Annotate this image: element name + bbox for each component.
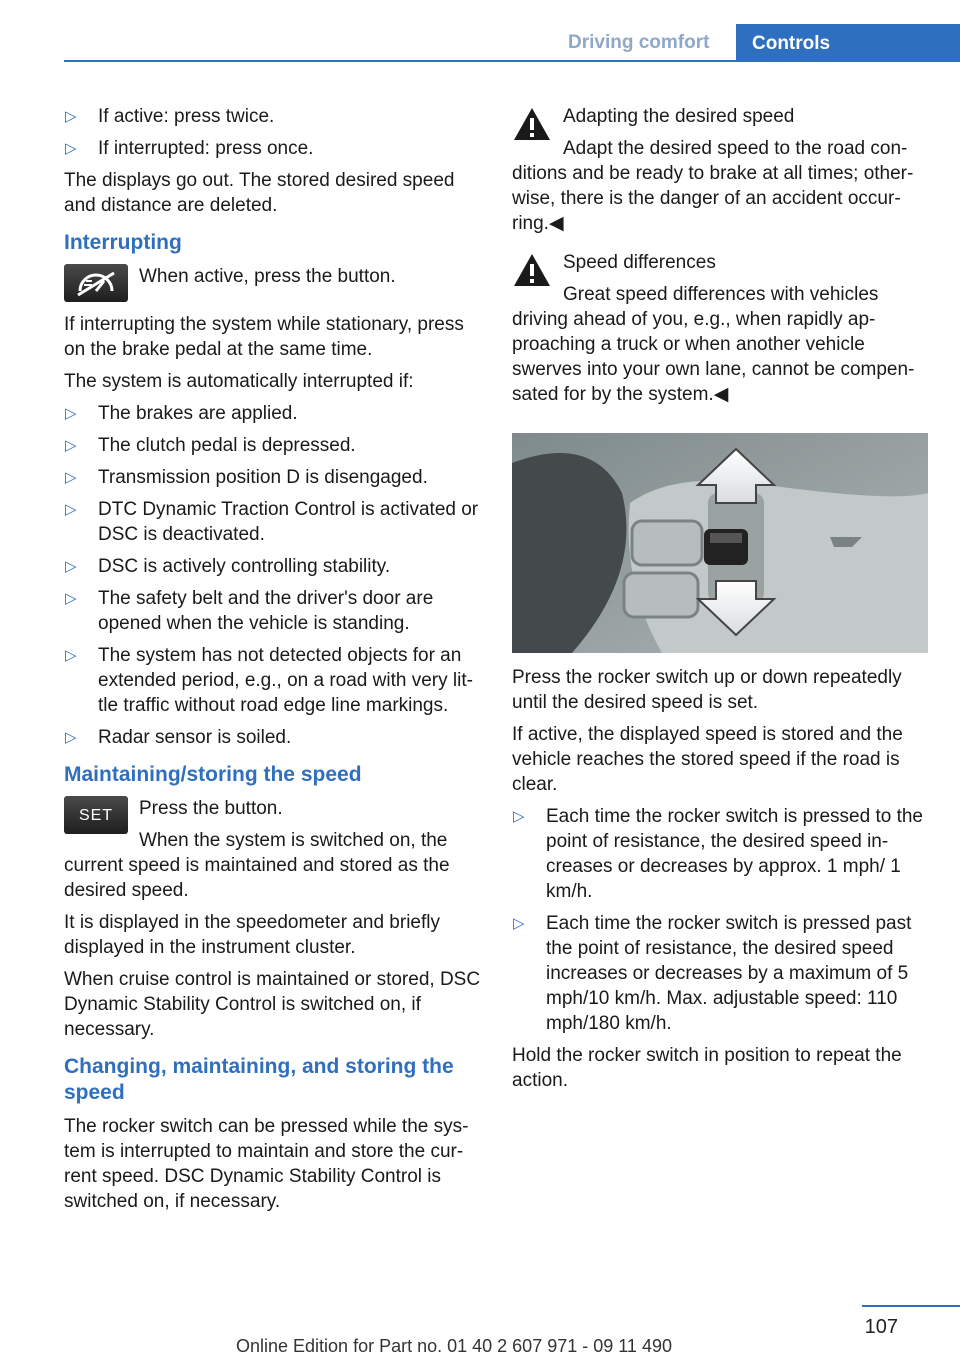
- press-button-text: Press the button.: [139, 798, 283, 819]
- footer-edition: Online Edition for Part no. 01 40 2 607 971 - 09 11 490: [236, 1336, 672, 1356]
- triangle-bullet-icon: ▷: [65, 405, 77, 422]
- changing-heading: Changing, maintaining, and storing the speed: [64, 1055, 454, 1104]
- warning-title: Adapting the desired speed: [563, 106, 795, 127]
- list-item: ▷ Transmission position D is disengaged.: [65, 467, 428, 488]
- warning-triangle-icon: [512, 252, 552, 288]
- warning-title: Speed differences: [563, 252, 716, 273]
- set-button-row: [64, 796, 484, 830]
- rocker-text: Press the rocker switch up or down repeatedly until the desired speed is set.: [512, 667, 902, 713]
- warning-body: Adapt the desired speed to the road con‐ditions and be ready to brake at all times; other‐wise, there is the danger of an accident occur‐ring.◀: [512, 138, 914, 234]
- changing-text: The rocker switch can be pressed while the sys‐tem is interrupted to maintain and store the cur‐rent speed. DSC Dynamic Stability Control is switched on, if necessary.: [64, 1116, 469, 1212]
- rocker-bullet-list: [512, 804, 932, 1036]
- top-bullet-list: [64, 104, 484, 161]
- warning-speed-differences: [512, 250, 932, 407]
- displays-out-text: The displays go out. The stored desired speed and distance are deleted.: [64, 170, 455, 216]
- header-chapter-label: Controls: [752, 33, 831, 54]
- page-number: 107: [864, 1316, 898, 1338]
- active-text: If active, the displayed speed is stored and the vehicle reaches the stored speed if the road is clear.: [512, 724, 903, 795]
- warning-adapting-speed: [512, 104, 932, 236]
- interrupt-button-text: When active, press the button.: [139, 266, 396, 287]
- list-item: ▷ If active: press twice.: [65, 106, 275, 127]
- list-item: ▷ Each time the rocker switch is pressed past the point of resistance, the desired speed increases or decreases by a maximum of 5 mph/10 km/h. Max. adjustable speed: 110 mph/180 km/h.: [513, 913, 912, 1034]
- interrupting-heading: Interrupting: [64, 231, 182, 254]
- list-item: ▷ The safety belt and the driver's door are opened when the vehicle is standing.: [65, 588, 434, 634]
- list-item: ▷ DTC Dynamic Traction Control is activated or DSC is deactivated.: [65, 499, 479, 545]
- set-button-icon: SET: [64, 796, 128, 834]
- triangle-bullet-icon: ▷: [65, 647, 77, 664]
- hold-text: Hold the rocker switch in position to repeat the action.: [512, 1045, 902, 1091]
- triangle-bullet-icon: ▷: [513, 915, 525, 932]
- list-item: ▷ If interrupted: press once.: [65, 138, 314, 159]
- header-section-title: Driving comfort: [568, 32, 710, 53]
- triangle-bullet-icon: ▷: [65, 437, 77, 454]
- steering-wheel-rocker-switch-image: [512, 433, 928, 653]
- stationary-text: If interrupting the system while stationary, press on the brake pedal at the same time.: [64, 314, 464, 360]
- interrupt-button-row: [64, 264, 484, 298]
- cruise-text: When cruise control is maintained or stored, DSC Dynamic Stability Control is switched on, if necessary.: [64, 969, 481, 1040]
- triangle-bullet-icon: ▷: [65, 590, 77, 607]
- triangle-bullet-icon: ▷: [65, 501, 77, 518]
- triangle-bullet-icon: ▷: [513, 808, 525, 825]
- header-chapter-tab: [736, 24, 960, 62]
- list-item: ▷ Radar sensor is soiled.: [65, 727, 292, 748]
- list-item: ▷ Each time the rocker switch is pressed to the point of resistance, the desired speed in‐creases or decreases by approx. 1 mph/ 1 km/h.: [513, 806, 923, 902]
- page-number-rule: [862, 1305, 960, 1307]
- warning-body: Great speed differences with vehicles driving ahead of you, e.g., when rapidly ap‐proaching a truck or when another vehicle swerves into your own lane, cannot be compen‐sated for by the system.◀: [512, 284, 915, 405]
- auto-interrupt-list: [64, 401, 484, 750]
- triangle-bullet-icon: ▷: [65, 729, 77, 746]
- list-item: ▷ The clutch pedal is depressed.: [65, 435, 356, 456]
- list-item: ▷ DSC is actively controlling stability.: [65, 556, 391, 577]
- triangle-bullet-icon: ▷: [65, 469, 77, 486]
- cruise-control-interrupt-icon: [64, 264, 128, 302]
- auto-interrupt-intro: The system is automatically interrupted if:: [64, 371, 414, 392]
- triangle-bullet-icon: ▷: [65, 558, 77, 575]
- left-column: [64, 104, 484, 1221]
- triangle-bullet-icon: ▷: [65, 108, 77, 125]
- right-column: [512, 104, 932, 1100]
- list-item: ▷ The brakes are applied.: [65, 403, 298, 424]
- switched-on-text: When the system is switched on, the current speed is maintained and stored as the desired speed.: [64, 830, 450, 901]
- triangle-bullet-icon: ▷: [65, 140, 77, 157]
- list-item: ▷ The system has not detected objects for an extended period, e.g., on a road with very lit‐tle traffic without road edge line markings.: [65, 645, 473, 716]
- displayed-text: It is displayed in the speedometer and briefly displayed in the instrument cluster.: [64, 912, 440, 958]
- warning-triangle-icon: [512, 106, 552, 142]
- maintaining-heading: Maintaining/storing the speed: [64, 763, 362, 786]
